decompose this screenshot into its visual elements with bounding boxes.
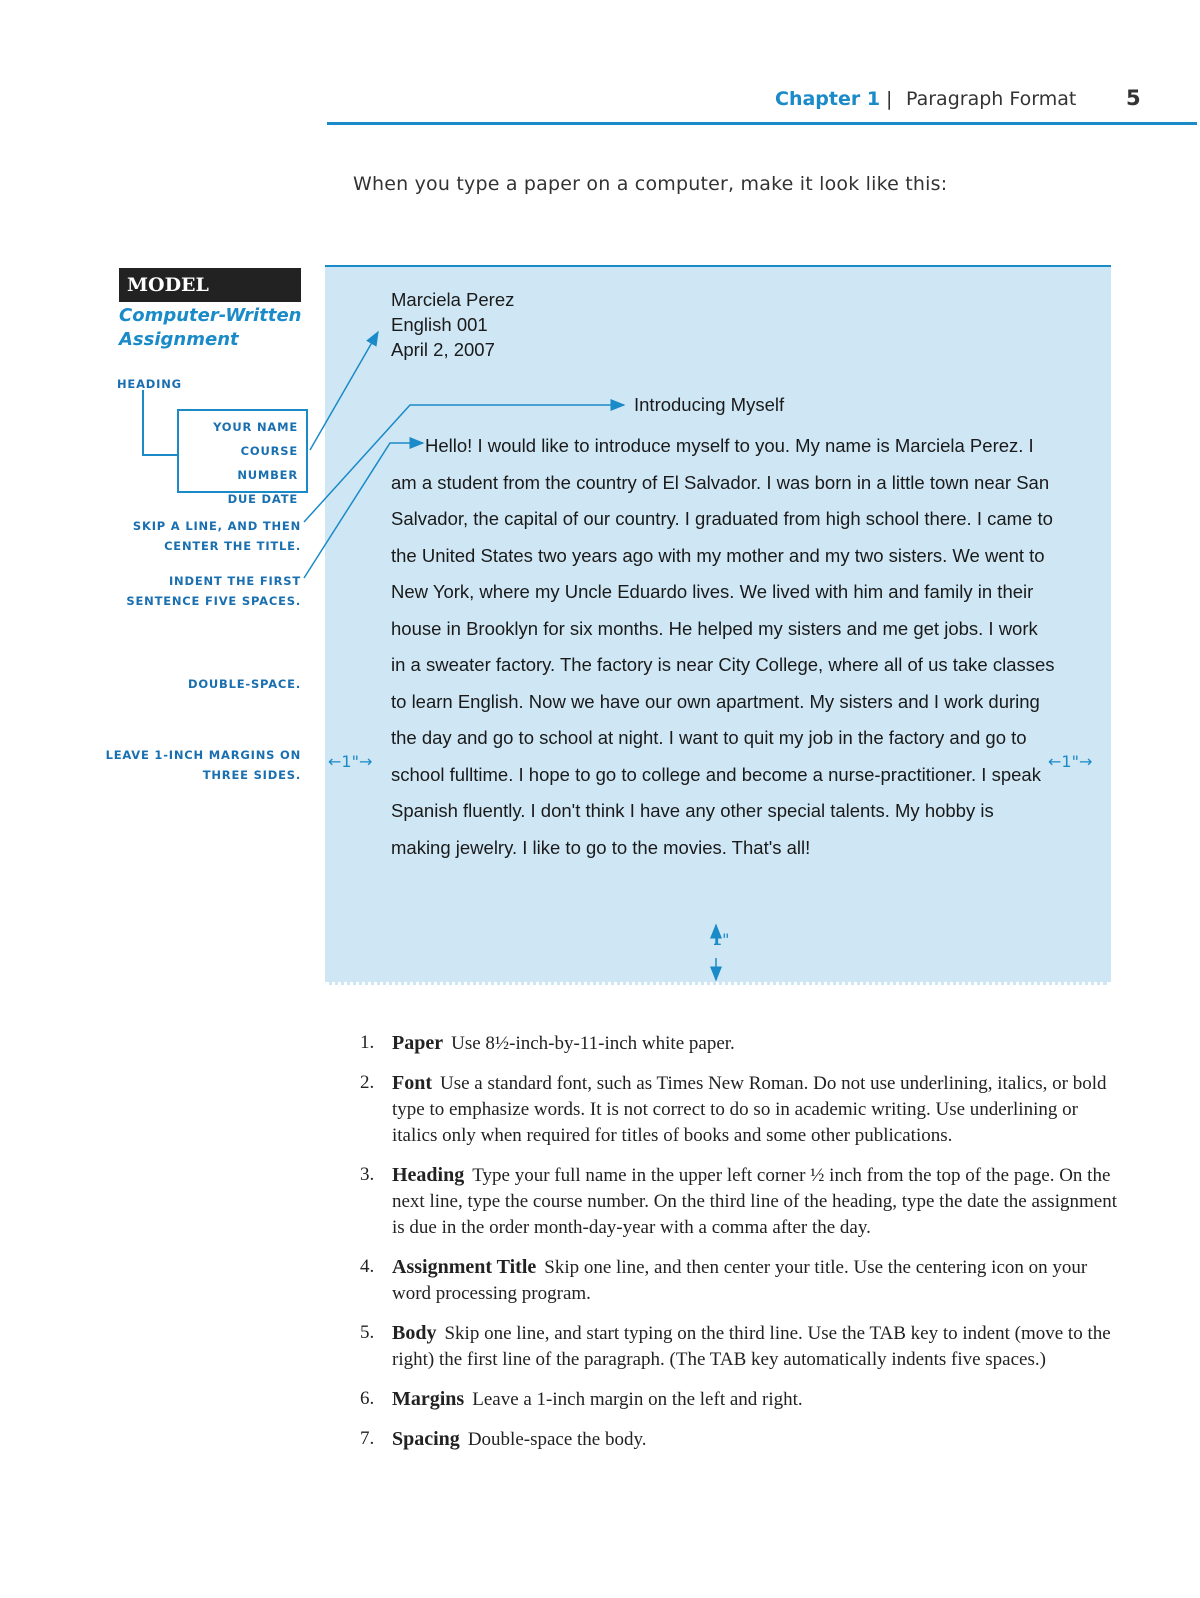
format-rules-list	[360, 1030, 1120, 1466]
annotation-indent-2: SENTENCE FIVE SPACES.	[126, 594, 301, 608]
rule-text: Skip one line, and start typing on the third line. Use the TAB key to indent (move to the right) the first line of the paragraph. (The TAB key automatically indents five spaces.)	[392, 1323, 1111, 1370]
right-margin-mark: ←1"→	[1048, 752, 1093, 771]
model-subtitle-line-2: Assignment	[119, 329, 239, 350]
sample-course: English 001	[391, 314, 488, 335]
leader-title	[304, 405, 624, 522]
rule-term: Heading	[392, 1164, 465, 1186]
annotation-margins-1: LEAVE 1-INCH MARGINS ON	[105, 748, 301, 762]
rule-number: 5.	[360, 1322, 375, 1343]
rule-text: Skip one line, and then center your title. Use the centering icon on your word processing program.	[392, 1257, 1088, 1304]
header-separator: |	[886, 88, 893, 110]
intro-text: When you type a paper on a computer, make it look like this:	[353, 173, 948, 195]
page-number: 5	[1126, 86, 1141, 110]
rule-number: 3.	[360, 1164, 375, 1185]
rule-item	[360, 1254, 1120, 1307]
model-subtitle-line-1: Computer-Written	[119, 305, 302, 326]
annotation-skip-line-1: SKIP A LINE, AND THEN	[132, 519, 301, 533]
rule-text: Double-space the body.	[467, 1429, 647, 1450]
rule-number: 1.	[360, 1032, 375, 1053]
rule-term: Font	[392, 1072, 432, 1094]
rule-term: Paper	[392, 1032, 444, 1054]
sample-body-paragraph: Hello! I would like to introduce myself to you. My name is Marciela Perez. I am a student from the country of El Salvador. I was born in a little town near San Salvador, the capital of our country. I graduated from high school there. I came to the United States two years ago with my mother and my two sisters. We went to New York, where my Uncle Eduardo lives. We lived with him and family in their house in Brooklyn for six months. He helped my sisters and me get jobs. I work in a sweater factory. The factory is near City College, where all of us take classes to learn English. Now we have our own apartment. My sisters and I work during the day and go to school at night. I want to quit my job in the factory and go to school fulltime. I hope to go to college and become a nurse-practitioner. I speak Spanish fluently. I don't think I have any other special talents. My hobby is making jewelry. I like to go to the movies. That's all!	[391, 435, 1055, 858]
annotation-your-name: YOUR NAME	[213, 420, 298, 434]
rule-term: Assignment Title	[392, 1256, 537, 1278]
sample-date: April 2, 2007	[391, 339, 495, 360]
rule-number: 7.	[360, 1428, 375, 1449]
rule-item	[360, 1030, 1120, 1057]
leader-indent	[304, 443, 423, 578]
annotation-skip-line-2: CENTER THE TITLE.	[164, 539, 301, 553]
rule-item	[360, 1320, 1120, 1373]
rule-item	[360, 1426, 1120, 1453]
rule-number: 4.	[360, 1256, 375, 1277]
bottom-margin-mark: 1"	[712, 930, 730, 949]
rule-text: Use 8½-inch-by-11-inch white paper.	[451, 1033, 735, 1054]
annotation-margins-2: THREE SIDES.	[202, 768, 301, 782]
leader-heading	[310, 332, 378, 450]
rule-text: Type your full name in the upper left corner ½ inch from the top of the page. On the next line, type the course number. On the third line of the heading, type the date the assignment is due in the order month-day-year with a comma after the day.	[392, 1165, 1117, 1238]
rule-term: Body	[392, 1322, 437, 1344]
annotation-indent-1: INDENT THE FIRST	[168, 574, 301, 588]
model-tag: MODEL	[119, 268, 301, 302]
rule-text: Use a standard font, such as Times New Roman. Do not use underlining, italics, or bold type to emphasize words. It is not correct to do so in academic writing. Use underlining or italics only when required for titles of books and some other publications.	[392, 1073, 1107, 1146]
chapter-title: Paragraph Format	[906, 88, 1077, 110]
heading-bracket	[143, 390, 177, 455]
annotation-heading: HEADING	[117, 377, 182, 391]
annotation-double-space: DOUBLE-SPACE.	[187, 677, 301, 691]
rule-number: 6.	[360, 1388, 375, 1409]
rule-item	[360, 1386, 1120, 1413]
rule-text: Leave a 1-inch margin on the left and right.	[472, 1389, 803, 1410]
rule-item	[360, 1070, 1120, 1149]
rule-term: Margins	[392, 1388, 465, 1410]
rule-term: Spacing	[392, 1428, 460, 1450]
rule-item	[360, 1162, 1120, 1241]
annotation-due-date: DUE DATE	[227, 492, 298, 506]
chapter-label: Chapter 1	[775, 88, 881, 110]
rule-number: 2.	[360, 1072, 375, 1093]
sample-title: Introducing Myself	[634, 394, 785, 415]
sample-student-name: Marciela Perez	[391, 289, 515, 310]
left-margin-mark: ←1"→	[328, 752, 373, 771]
annotation-course-number: COURSE NUMBER	[237, 444, 298, 482]
